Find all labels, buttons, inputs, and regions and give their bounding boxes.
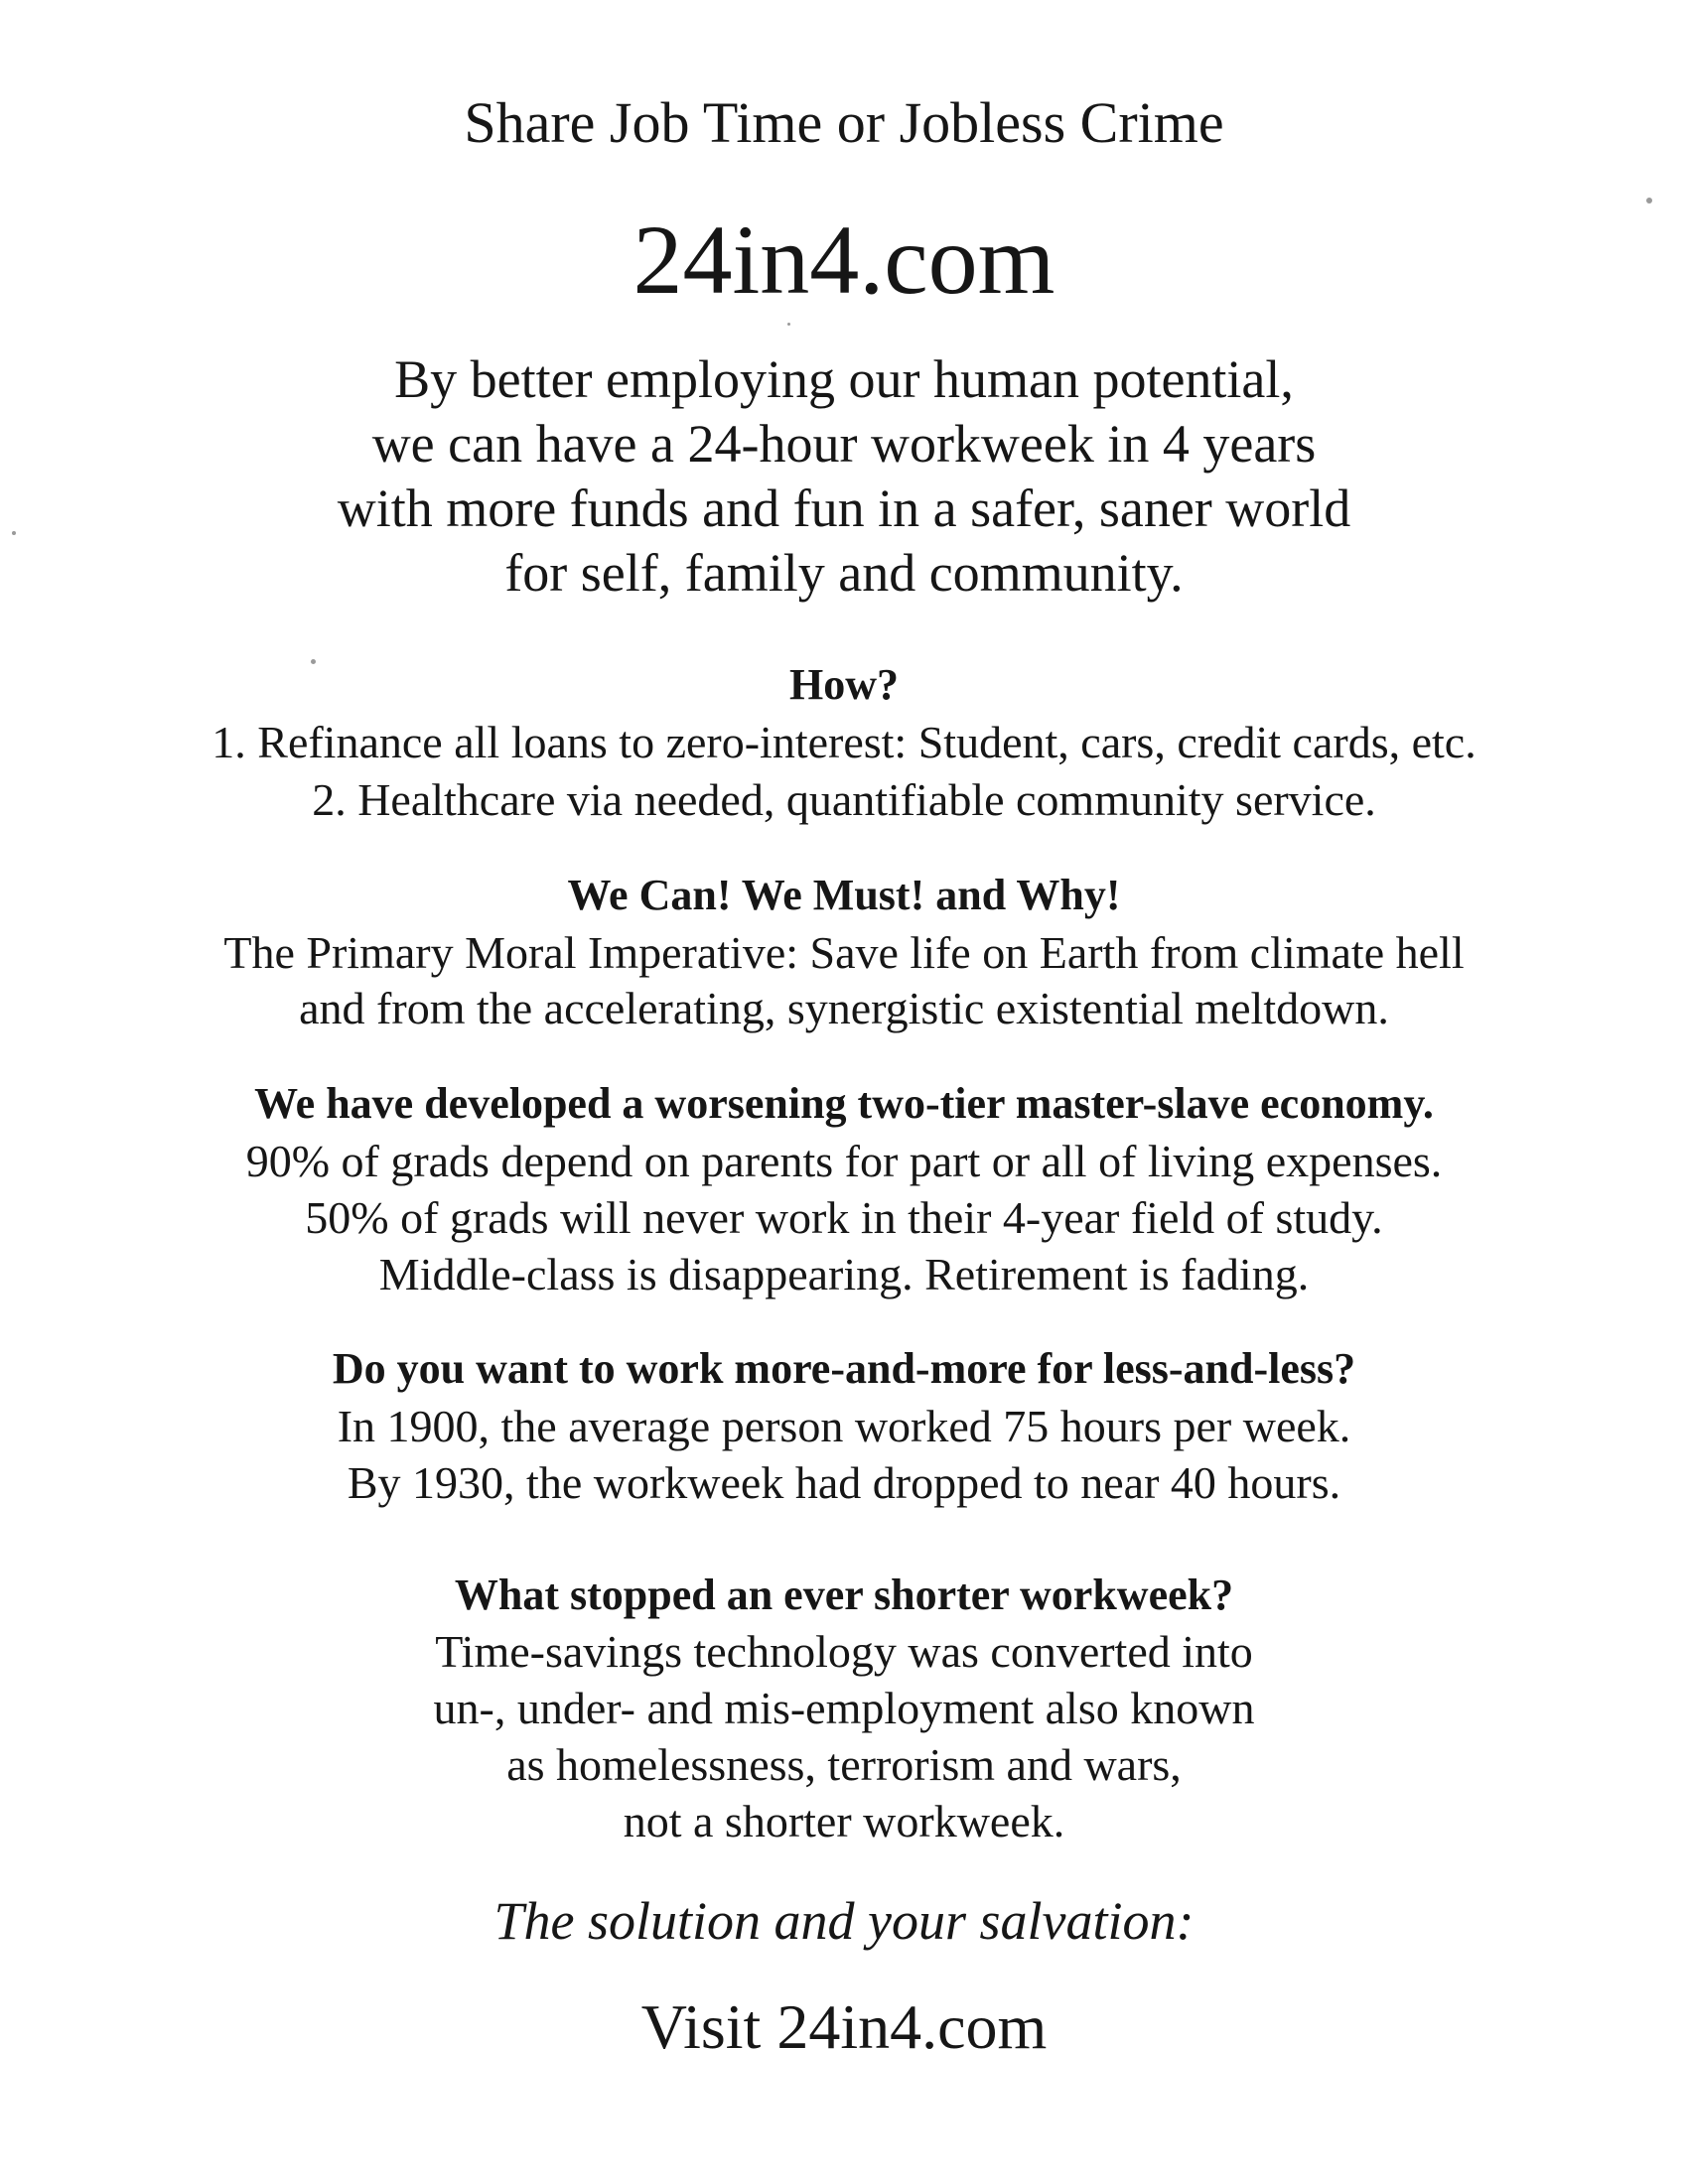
economy-line: 90% of grads depend on parents for part or all of living expenses. [245,1136,1443,1186]
economy-line: Middle-class is disappearing. Retirement is fading. [378,1249,1310,1299]
flyer-title: Share Job Time or Jobless Crime [464,90,1224,155]
work-heading: Do you want to work more-and-more for less-and-less? [332,1344,1356,1393]
stopped-heading: What stopped an ever shorter workweek? [454,1570,1234,1619]
scan-speck [311,659,316,664]
why-line: The Primary Moral Imperative: Save life on Earth from climate hell [223,927,1465,978]
stopped-line: as homelessness, terrorism and wars, [506,1739,1182,1790]
why-line: and from the accelerating, synergistic existential meltdown. [299,983,1389,1033]
how-item: 2. Healthcare via needed, quantifiable community service. [312,774,1376,825]
why-heading: We Can! We Must! and Why! [567,871,1121,919]
economy-line: 50% of grads will never work in their 4-year field of study. [305,1192,1383,1243]
solution-text: The solution and your salvation: [493,1891,1195,1951]
scan-speck [787,323,790,326]
how-heading: How? [789,660,899,709]
work-line: In 1900, the average person worked 75 hours per week. [337,1401,1351,1451]
economy-heading: We have developed a worsening two-tier master-slave economy. [254,1079,1434,1128]
scan-speck [1646,198,1652,204]
stopped-line: not a shorter workweek. [623,1796,1065,1846]
work-line: By 1930, the workweek had dropped to near 40 hours. [347,1457,1341,1508]
intro-line: with more funds and fun in a safer, saner world [337,478,1351,538]
scan-speck [12,531,16,535]
how-item: 1. Refinance all loans to zero-interest: Student, cars, credit cards, etc. [211,717,1477,767]
intro-line: for self, family and community. [504,543,1184,603]
site-heading: 24in4.com [633,205,1055,315]
stopped-line: un-, under- and mis-employment also known [433,1683,1255,1733]
visit-text: Visit 24in4.com [640,1991,1048,2062]
intro-line: we can have a 24-hour workweek in 4 years [371,414,1317,474]
stopped-line: Time-savings technology was converted into [435,1626,1253,1677]
intro-line: By better employing our human potential, [394,349,1294,409]
